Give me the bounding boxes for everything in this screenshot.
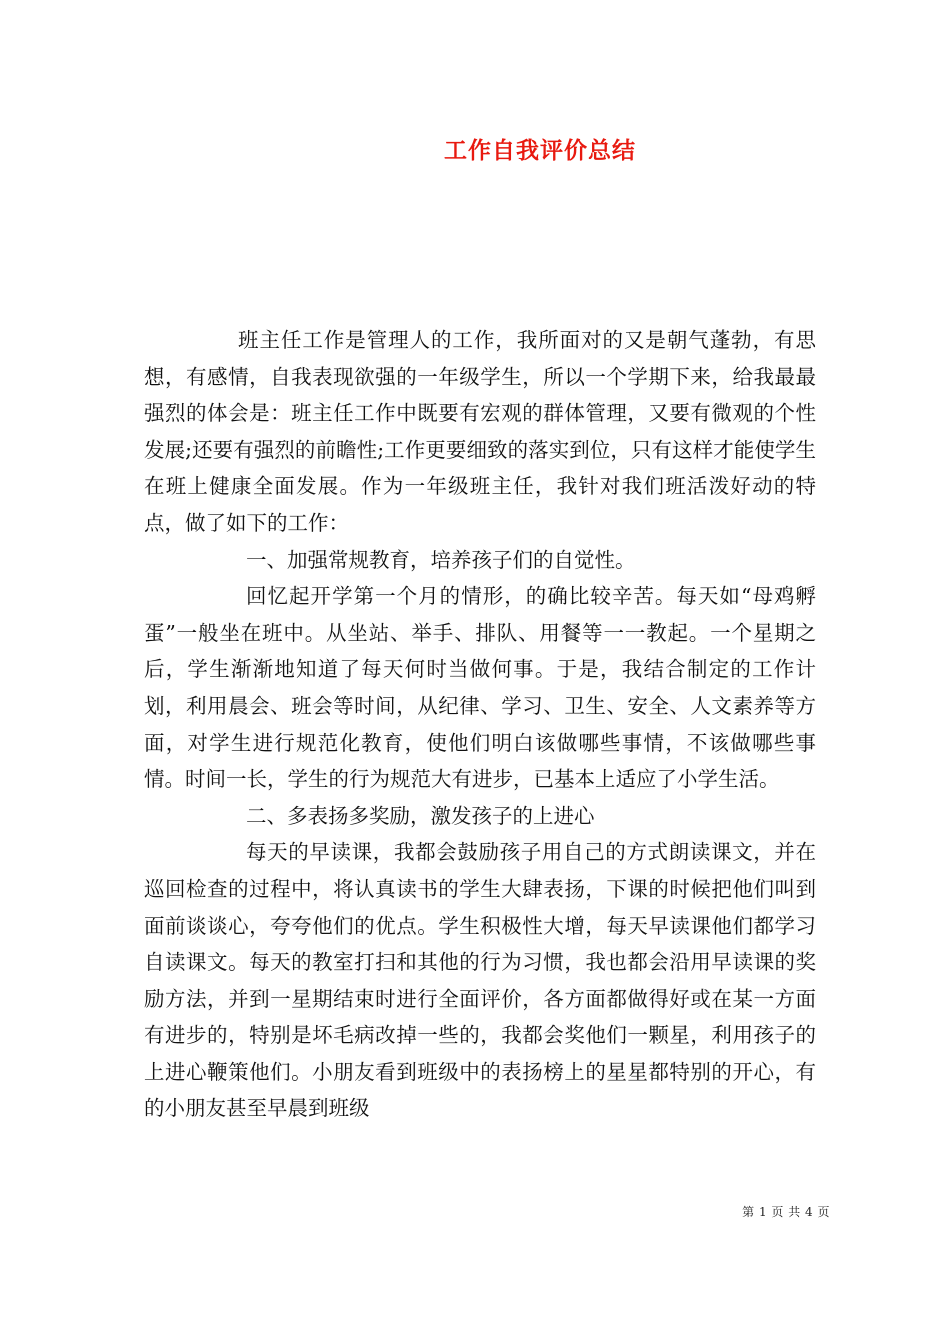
paragraph-routine-education: 回忆起开学第一个月的情形，的确比较辛苦。每天如“母鸡孵蛋”一般坐在班中。从坐站、举手、排队、用餐等一一教起。一个星期之后，学生渐渐地知道了每天何时当做何事。于是，我结合制定的工作计划，利用晨会、班会等时间，从纪律、学习、卫生、安全、人文素养等方面，对学生进行规范化教育，使他们明白该做哪些事情，不该做哪些事情。时间一长，学生的行为规范大有进步，已基本上适应了小学生活。	[144, 584, 816, 792]
page-footer: 第 1 页 共 4 页	[742, 1205, 830, 1219]
section-heading-2: 二、多表扬多奖励，激发孩子的上进心	[246, 803, 595, 828]
paragraph-intro: 班主任工作是管理人的工作，我所面对的又是朝气蓬勃，有思想，有感情，自我表现欲强的一年级学生，所以一个学期下来，给我最最强烈的体会是：班主任工作中既要有宏观的群体管理，又要有微观的个性发展;还要有强烈的前瞻性;工作更要细致的落实到位，只有这样才能使学生在班上健康全面发展。作为一年级班主任，我针对我们班活泼好动的特点，做了如下的工作：	[144, 328, 816, 535]
paragraph-praise-reward: 每天的早读课，我都会鼓励孩子用自己的方式朗读课文，并在巡回检查的过程中，将认真读书的学生大肆表扬，下课的时候把他们叫到面前谈谈心，夸夸他们的优点。学生积极性大增，每天早读课他们都学习自读课文。每天的教室打扫和其他的行为习惯，我也都会沿用早读课的奖励方法，并到一星期结束时进行全面评价，各方面都做得好或在某一方面有进步的，特别是坏毛病改掉一些的，我都会奖他们一颗星，利用孩子的上进心鞭策他们。小朋友看到班级中的表扬榜上的星星都特别的开心，有的小朋友甚至早晨到班级	[144, 840, 816, 1121]
section-heading-1: 一、加强常规教育，培养孩子们的自觉性。	[246, 547, 636, 572]
document-title: 工作自我评价总结	[444, 137, 636, 164]
document-body	[144, 322, 816, 1127]
